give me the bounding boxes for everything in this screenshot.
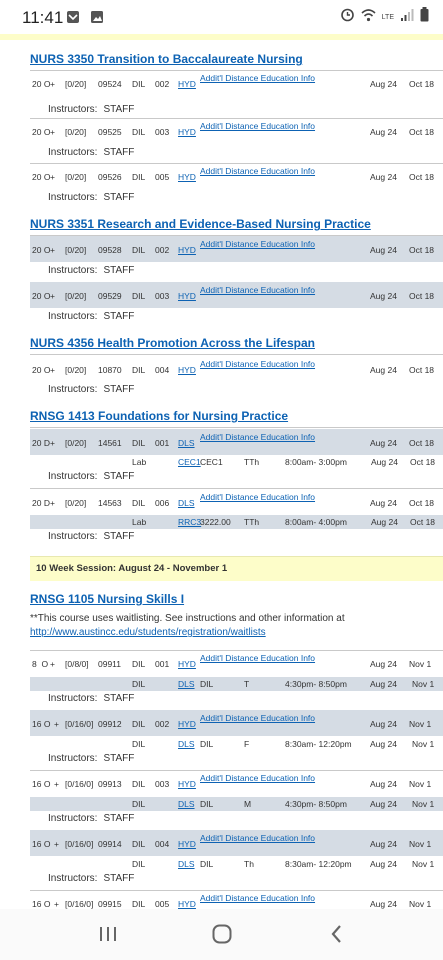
table-row: 20 O + [0/20] 09525 DIL 003 HYD Addit'l Distance Education Info Aug 24 Oct 18 (32, 121, 435, 137)
mail-icon (66, 10, 80, 24)
signal-icon (400, 8, 414, 27)
instructors: Instructors: STAFF (48, 311, 135, 322)
distance-ed-info-link[interactable]: Addit'l Distance Education Info (200, 713, 316, 723)
campus-link[interactable]: DLS (178, 438, 195, 448)
distance-ed-info-link[interactable]: Addit'l Distance Education Info (200, 239, 316, 249)
instructors: Instructors: STAFF (48, 471, 135, 482)
table-row: 20 O + [0/20] 09524 DIL 002 HYD Addit'l Distance Education Info Aug 24 Oct 18 (32, 73, 435, 89)
distance-ed-info-link[interactable]: Addit'l Distance Education Info (200, 73, 316, 83)
lte-icon: LTE (381, 13, 394, 21)
table-row: 20 O + [0/20] 09526 DIL 005 HYD Addit'l Distance Education Info Aug 24 Oct 18 (32, 166, 435, 182)
campus-link[interactable]: RRC3 (178, 517, 202, 527)
course-title-rnsg-1105[interactable]: RNSG 1105 Nursing Skills I (30, 592, 185, 606)
campus-link[interactable]: DLS (178, 679, 195, 689)
campus-link[interactable]: HYD (178, 291, 196, 301)
campus-link[interactable]: DLS (178, 859, 195, 869)
instructors: Instructors: STAFF (48, 147, 135, 158)
distance-ed-info-link[interactable]: Addit'l Distance Education Info (200, 893, 316, 903)
course-title-nurs-3351[interactable]: NURS 3351 Research and Evidence-Based Nursing Practice (30, 217, 371, 231)
instructors: Instructors: STAFF (48, 531, 135, 542)
campus-link[interactable]: HYD (178, 839, 196, 849)
table-row: 20 O + [0/20] 09528 DIL 002 HYD Addit'l Distance Education Info Aug 24 Oct 18 (30, 236, 443, 262)
navigation-bar (0, 909, 443, 960)
distance-ed-info-link[interactable]: Addit'l Distance Education Info (200, 166, 316, 176)
instructors: Instructors: STAFF (48, 192, 135, 203)
campus-link[interactable]: HYD (178, 659, 196, 669)
table-row: 20 D + [0/20] 14561 DIL 001 DLS Addit'l Distance Education Info Aug 24 Oct 18 (30, 429, 443, 455)
campus-link[interactable]: DLS (178, 739, 195, 749)
schedule-content[interactable] (0, 34, 443, 909)
distance-ed-info-link[interactable]: Addit'l Distance Education Info (200, 285, 316, 295)
campus-link[interactable]: DLS (178, 498, 195, 508)
instructors: Instructors: STAFF (48, 693, 135, 704)
distance-ed-info-link[interactable]: Addit'l Distance Education Info (200, 432, 316, 442)
alarm-icon (340, 7, 355, 27)
campus-link[interactable]: HYD (178, 365, 196, 375)
meeting-row: DIL DLS DIL Th 8:30am- 12:20pm Aug 24 Nov 1 (132, 859, 435, 869)
instructors: Instructors: STAFF (48, 873, 135, 884)
campus-link[interactable]: HYD (178, 127, 196, 137)
campus-link[interactable]: CEC1 (178, 457, 201, 467)
home-icon[interactable] (210, 923, 234, 945)
course-title-nurs-4356[interactable]: NURS 4356 Health Promotion Across the Lifespan (30, 336, 315, 350)
table-row: 8 O + [0/8/0] 09911 DIL 001 HYD Addit'l Distance Education Info Aug 24 Nov 1 (32, 653, 432, 669)
session-header: 10 Week Session: August 24 - November 1 (30, 556, 443, 581)
back-icon[interactable] (325, 923, 349, 945)
meeting-row: DIL DLS DIL T 4:30pm- 8:50pm Aug 24 Nov 1 (30, 677, 443, 691)
meeting-row: Lab RRC3 3222.00 TTh 8:00am- 4:00pm Aug 24 Oct 18 (30, 515, 443, 529)
clock: 11:41 (22, 8, 64, 27)
campus-link[interactable]: HYD (178, 779, 196, 789)
meeting-row: DIL DLS DIL F 8:30am- 12:20pm Aug 24 Nov 1 (132, 739, 435, 749)
meeting-row: DIL DLS DIL M 4:30pm- 8:50pm Aug 24 Nov 1 (30, 797, 443, 811)
distance-ed-info-link[interactable]: Addit'l Distance Education Info (200, 833, 316, 843)
recent-apps-icon[interactable] (96, 923, 120, 945)
campus-link[interactable]: HYD (178, 172, 196, 182)
table-row: 16 O + [0/16/0] 09912 DIL 002 HYD Addit'l Distance Education Info Aug 24 Nov 1 (30, 710, 443, 736)
table-row: 16 O + [0/16/0] 09915 DIL 005 HYD Addit'l Distance Education Info Aug 24 Nov 1 (32, 893, 432, 909)
campus-link[interactable]: HYD (178, 719, 196, 729)
status-bar (0, 0, 443, 34)
instructors: Instructors: STAFF (48, 813, 135, 824)
instructors: Instructors: STAFF (48, 104, 135, 115)
battery-icon (420, 7, 429, 27)
campus-link[interactable]: DLS (178, 799, 195, 809)
campus-link[interactable]: HYD (178, 899, 196, 909)
image-icon (90, 10, 104, 24)
session-highlight-strip (0, 34, 443, 40)
table-row: 16 O + [0/16/0] 09914 DIL 004 HYD Addit'l Distance Education Info Aug 24 Nov 1 (30, 830, 443, 856)
course-title-rnsg-1413[interactable]: RNSG 1413 Foundations for Nursing Practice (30, 409, 289, 423)
instructors: Instructors: STAFF (48, 384, 135, 395)
meeting-row: Lab CEC1 CEC1 TTh 8:00am- 3:00pm Aug 24 Oct 18 (132, 457, 436, 467)
campus-link[interactable]: HYD (178, 79, 196, 89)
distance-ed-info-link[interactable]: Addit'l Distance Education Info (200, 359, 316, 369)
distance-ed-info-link[interactable]: Addit'l Distance Education Info (200, 492, 316, 502)
table-row: 20 D + [0/20] 14563 DIL 006 DLS Addit'l Distance Education Info Aug 24 Oct 18 (32, 492, 435, 508)
distance-ed-info-link[interactable]: Addit'l Distance Education Info (200, 653, 316, 663)
instructors: Instructors: STAFF (48, 753, 135, 764)
campus-link[interactable]: HYD (178, 245, 196, 255)
table-row: 20 O + [0/20] 10870 DIL 004 HYD Addit'l Distance Education Info Aug 24 Oct 18 (32, 359, 435, 375)
table-row: 20 O + [0/20] 09529 DIL 003 HYD Addit'l Distance Education Info Aug 24 Oct 18 (30, 282, 443, 308)
instructors: Instructors: STAFF (48, 265, 135, 276)
wifi-icon (361, 8, 376, 27)
table-row: 16 O + [0/16/0] 09913 DIL 003 HYD Addit'l Distance Education Info Aug 24 Nov 1 (32, 773, 432, 789)
waitlist-link[interactable]: http://www.austincc.edu/students/registration/waitlists (30, 627, 266, 638)
distance-ed-info-link[interactable]: Addit'l Distance Education Info (200, 121, 316, 131)
waitlist-note: **This course uses waitlisting. See instructions and other information at http://www.austincc.edu/students/registration/waitlists (30, 613, 345, 638)
course-title-nurs-3350[interactable]: NURS 3350 Transition to Baccalaureate Nursing (30, 52, 303, 66)
distance-ed-info-link[interactable]: Addit'l Distance Education Info (200, 773, 316, 783)
